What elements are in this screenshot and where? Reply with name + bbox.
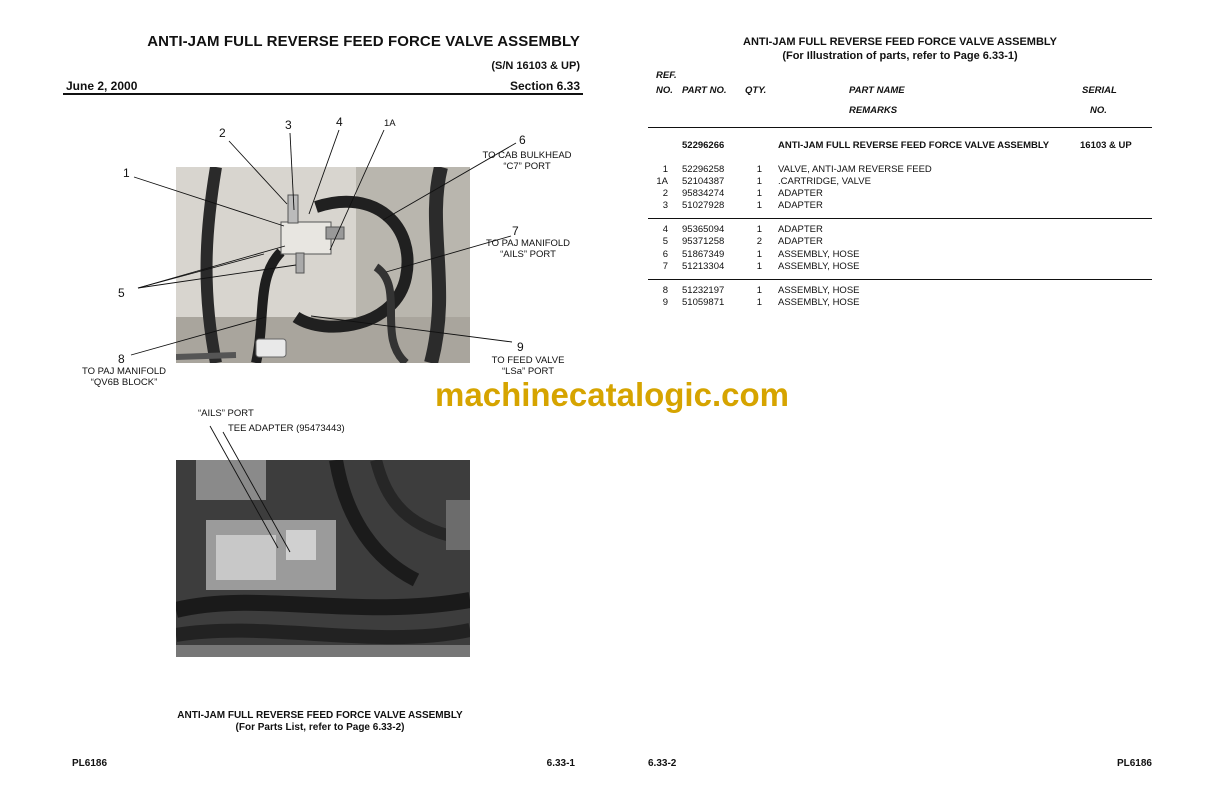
tee-adapter-label: TEE ADAPTER (95473443) (228, 423, 345, 434)
paj-ails-label: TO PAJ MANIFOLD “AILS” PORT (485, 238, 571, 260)
table-row: 8 51232197 1 ASSEMBLY, HOSE (662, 285, 860, 296)
cab-bulkhead-label: TO CAB BULKHEAD “C7” PORT (482, 150, 572, 172)
table-row: 4 95365094 1 ADAPTER (662, 224, 823, 235)
callout-7: 7 (512, 224, 519, 238)
callout-3: 3 (285, 118, 292, 132)
paj-qv6b-label: TO PAJ MANIFOLD “QV6B BLOCK” (81, 366, 167, 388)
table-row: 5 95371258 2 ADAPTER (662, 236, 823, 247)
table-row: 1 52296258 1 VALVE, ANTI-JAM REVERSE FEED (662, 164, 932, 175)
callout-6: 6 (519, 133, 526, 147)
footer-doc-id-left: PL6186 (72, 758, 108, 769)
callout-2: 2 (219, 126, 226, 140)
header-serial-no: NO. (1090, 105, 1107, 116)
table-header-divider (648, 127, 1152, 128)
page-date: June 2, 2000 (66, 79, 138, 93)
table-row: 9 51059871 1 ASSEMBLY, HOSE (662, 297, 860, 308)
header-remarks: REMARKS (849, 105, 898, 116)
footer-page-right: 6.33-2 (648, 758, 677, 769)
page-title: ANTI-JAM FULL REVERSE FEED FORCE VALVE ASSEMBLY (147, 33, 580, 50)
table-row: 6 51867349 1 ASSEMBLY, HOSE (662, 249, 860, 260)
header-part-name: PART NAME (849, 85, 905, 96)
table-row: 7 51213304 1 ASSEMBLY, HOSE (662, 261, 860, 272)
parts-list-title: ANTI-JAM FULL REVERSE FEED FORCE VALVE ASSEMBLY (For Illustration of parts, refer to Page 6.33-1) (743, 36, 1057, 62)
table-row: 3 51027928 1 ADAPTER (662, 200, 823, 211)
figure-caption: ANTI-JAM FULL REVERSE FEED FORCE VALVE ASSEMBLY (For Parts List, refer to Page 6.33-2) (177, 710, 463, 733)
ails-port-label: “AILS” PORT (198, 408, 254, 419)
table-row: 1A 52104387 1 .CARTRIDGE, VALVE (656, 176, 871, 187)
header-serial: SERIAL (1082, 85, 1117, 96)
section-number: Section 6.33 (509, 79, 580, 93)
callout-5: 5 (118, 286, 125, 300)
table-row-assembly: 52296266 ANTI-JAM FULL REVERSE FEED FORCE VALVE ASSEMBLY 16103 & UP (682, 140, 1132, 151)
header-part-no: PART NO. (682, 85, 727, 96)
footer-page-left: 6.33-1 (546, 758, 575, 769)
header-no: NO. (656, 85, 673, 96)
feed-valve-label: TO FEED VALVE “LSa” PORT (491, 355, 565, 377)
callout-1: 1 (123, 166, 130, 180)
callout-8: 8 (118, 352, 125, 366)
header-divider (63, 93, 583, 95)
footer-doc-id-right: PL6186 (1116, 758, 1152, 769)
group-divider (648, 218, 1152, 219)
watermark: machinecatalogic.com (435, 376, 789, 413)
header-ref: REF. (656, 70, 677, 81)
header-qty: QTY. (745, 85, 767, 96)
callout-4: 4 (336, 115, 343, 129)
group-divider (648, 279, 1152, 280)
callout-1a: 1A (384, 118, 396, 129)
table-row: 2 95834274 1 ADAPTER (662, 188, 823, 199)
callout-9: 9 (517, 340, 524, 354)
valve-assembly-photo (176, 167, 470, 363)
serial-range: (S/N 16103 & UP) (491, 60, 580, 72)
tee-adapter-photo (176, 460, 470, 657)
